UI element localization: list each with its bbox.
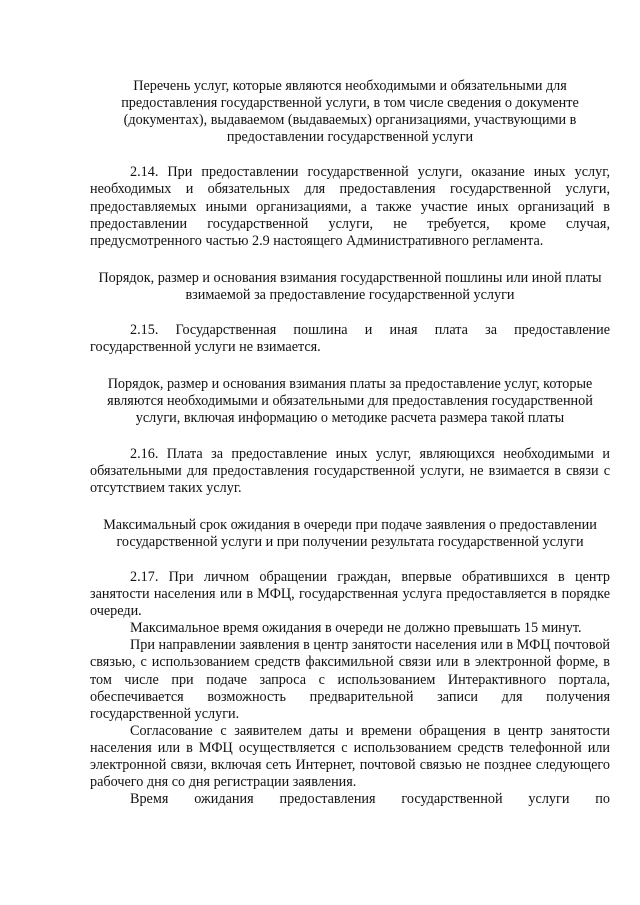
section-heading-services-list: Перечень услуг, которые являются необходимыми и обязательными для предоставления государственной услуги, в том числе сведения о документе (документах), выдаваемом (выдаваемых) организациями, участвующими в предоставлении государственной услуги [121,78,579,146]
section-heading-max-wait-time: Максимальный срок ожидания в очереди при подаче заявления о предоставлении государственной услуги и при получении результата государственной услуги [103,516,597,550]
paragraph-2-15: 2.15. Государственная пошлина и иная плата за предоставление государственной услуги не взимается. [90,322,610,356]
paragraph-2-14: 2.14. При предоставлении государственной услуги, оказание иных услуг, необходимых и обязательных для предоставления государственной услуги, предоставляемых иными организациями, а также участие иных организаций в предоставлении государственной услуги, не требуется, кроме случая, предусмотренного частью 2.9 настоящего Административного регламента. [90,164,610,249]
document-page [90,78,610,808]
paragraph-wait-time: Время ожидания предоставления государственной услуги по [130,791,610,808]
paragraph-2-16: 2.16. Плата за предоставление иных услуг, являющихся необходимыми и обязательными для предоставления государственной услуги, не взимается в связи с отсутствием таких услуг. [90,445,610,496]
paragraph-2-17: 2.17. При личном обращении граждан, впервые обратившихся в центр занятости населения или в МФЦ, государственная услуга предоставляется в порядке очереди. [90,568,610,620]
paragraph-max-wait: Максимальное время ожидания в очереди не должно превышать 15 минут. [130,620,582,637]
paragraph-agreement: Согласование с заявителем даты и времени обращения в центр занятости населения или в МФЦ осуществляется с использованием средств телефонной или электронной связи, включая сеть Интернет, почтовой связью не позднее следующего рабочего дня со дня регистрации заявления. [90,722,610,791]
section-heading-payment-procedure: Порядок, размер и основания взимания платы за предоставление услуг, которые являются необходимыми и обязательными для предоставления государственной услуги, включая информацию о методике расчета размера такой платы [107,376,593,427]
paragraph-direction: При направлении заявления в центр занятости населения или в МФЦ почтовой связью, с использованием средств факсимильной связи или в электронной форме, в том числе при подаче запроса с использованием Интерактивного портала, обеспечивается возможность предварительной записи для получения государственной услуги. [90,637,610,722]
section-heading-state-fee: Порядок, размер и основания взимания государственной пошлины или иной платы взимаемой за предоставление государственной услуги [98,269,602,303]
